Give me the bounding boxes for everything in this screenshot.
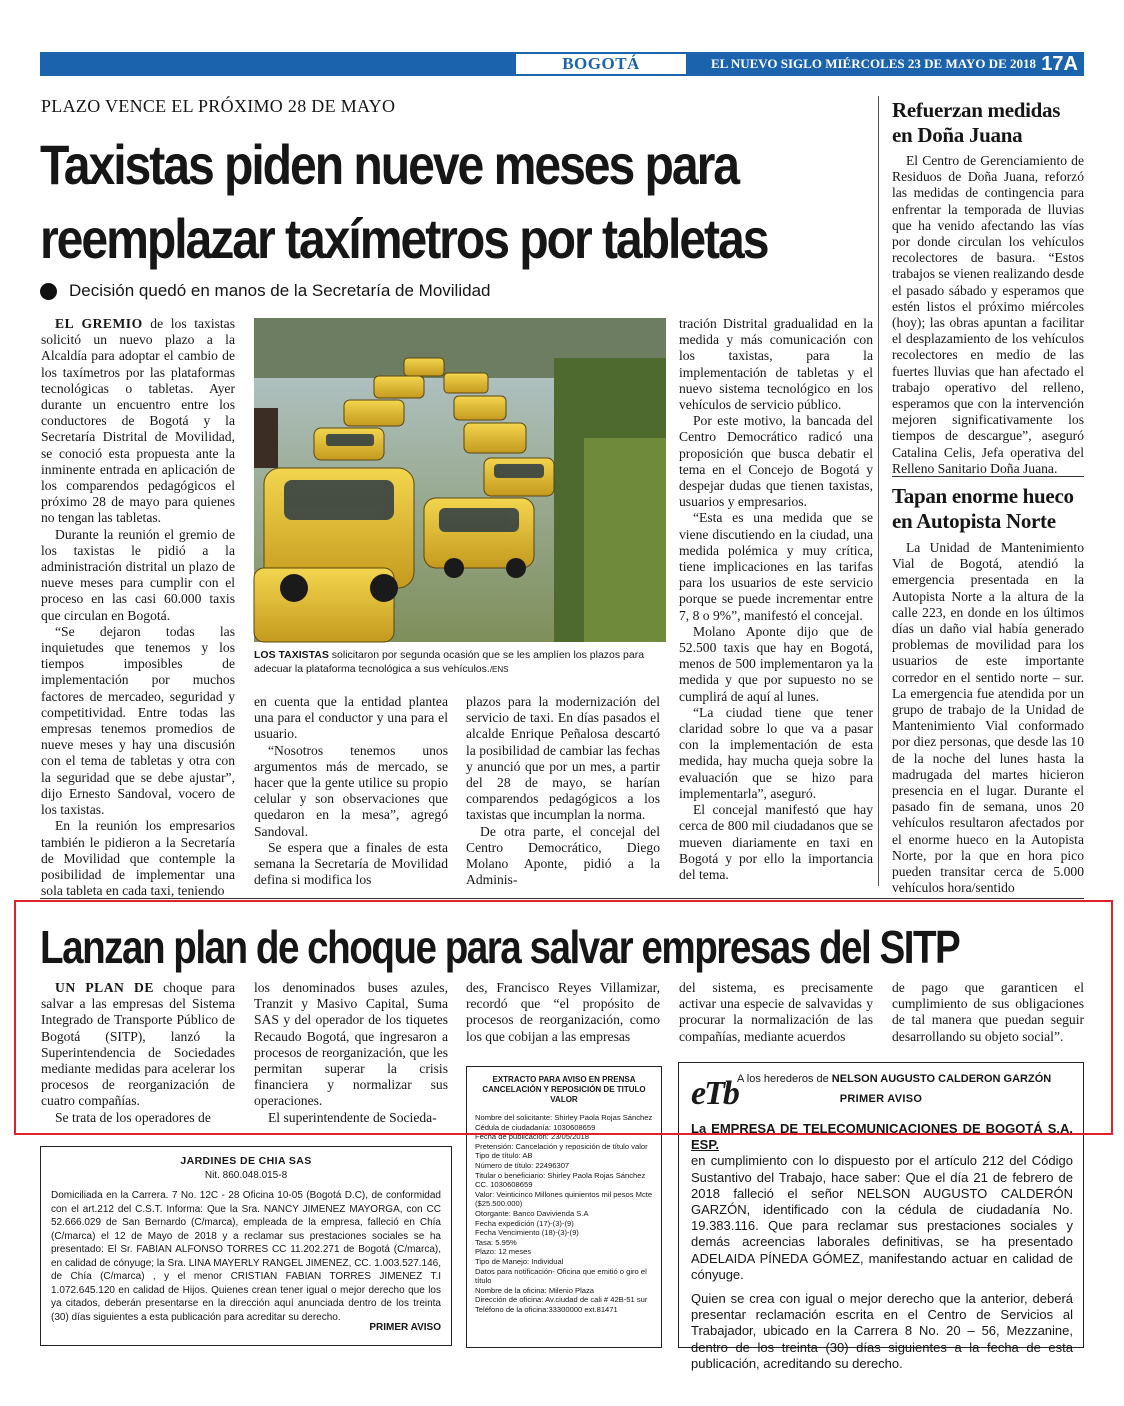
publication-date-line: EL NUEVO SIGLO MIÉRCOLES 23 DE MAYO DE 2018 [710,56,1036,71]
taxi-photo [254,318,666,642]
notice-row: Nombre de la oficina: Milenio Plaza [475,1285,595,1295]
notice-row: Nombre del solicitante: Shirley Paola Rojas Sánchez [475,1113,653,1122]
notice-signature: PRIMER AVISO [369,1322,441,1333]
section-name: BOGOTÁ [516,54,686,74]
notice-row: Plazo: 12 meses [475,1247,532,1257]
notice-row: Tipo de título: AB [475,1151,533,1161]
notice-body [691,1121,1073,1380]
notice-row: Pretensión: Cancelación y reposición de título valor [475,1141,648,1151]
photo-caption [254,648,666,677]
paragraph: los denominados buses azules, Tranzit y Masivo Capital, Suma SAS y del operador de los tiquetes Recaudo Bogotá, que ingresaron a procesos de reorganización, que les permitan superar la crisis financiera y normalizar sus operaciones. [254,980,448,1109]
paragraph: “La ciudad tiene que tener claridad sobre lo que va a pasar con la implementación de esta medida, hay mucha queja sobre la evaluación que se hizo para implementarla”, aseguró. [679,704,873,801]
heirs-prefix: A los herederos de [737,1073,832,1085]
article-headline [40,128,768,276]
page-number: 17A [1041,53,1078,75]
headline-line-1: Taxistas piden nueve meses para [40,133,739,196]
notice-company: La EMPRESA DE TELECOMUNICACIONES DE BOGOTÁ S.A. ESP. [691,1121,1073,1153]
lead-in: UN PLAN DE [55,980,154,995]
notice-row: Cédula de ciudadanía: 1030608659 [475,1122,596,1132]
notice-rows [467,1113,661,1314]
paragraph: Se espera que a finales de esta semana la Secretaría de Movilidad defina si modifica los [254,839,448,888]
paragraph: El superintendente de Socieda- [268,1109,437,1125]
section-separator [40,898,1084,899]
legal-notice-chia [40,1146,452,1346]
paragraph: “Esta es una medida que se viene discutiendo en la ciudad, una medida polémica y muy crítica, tiene implicaciones en las tarifas para los usuarios de este servicio porque se puede incrementar entre 7, 8 o 9%”, manifestó el concejal. [679,510,873,623]
paragraph: “Se dejaron todas las inquietudes que tenemos y los tiempos imposibles de implementación por muchos factores de mercadeo, seguridad y competitividad. Entre todas las empresas tenemos promedios de nueve meses y hay una discusión con el tema de tabletas y otra con la seguridad que se debe ajustar”, dijo Ernesto Sandoval, vocero de los taxistas. [41,623,235,818]
notice-row: Valor: Veinticinco Millones quinientos mil pesos Mcte ($25.500.000) [475,1189,653,1209]
notice-row: Titular o beneficiario: Shirley Paola Rojas Sánchez [475,1170,646,1180]
paragraph: “Nosotros tenemos unos argumentos más de mercado, se hacer que la gente utilice su propio celular y son observaciones que quedaron en la mesa”, agregó Sandoval. [254,742,448,839]
heirs-name: NELSON AUGUSTO CALDERON GARZÓN [831,1073,1052,1085]
article-column-1 [41,316,236,899]
caption-lead: LOS TAXISTAS [254,649,329,661]
caption-text: solicitaron por segunda ocasión que se les amplíen los plazos para adecuar la plataforma tecnológica a sus vehículos. [254,649,645,675]
notice-row: Tasa: 5.95% [475,1237,517,1247]
notice-aviso: PRIMER AVISO [839,1093,923,1105]
paragraph: de los taxistas solicitó un nuevo plazo a la Alcaldía para adoptar el cambio de los taxímetros por las plataformas tecnológicas o tabletas. Ayer durante un encuentro entre los conductores de Bogotá y la Secretaría Distrital de Movilidad, se conoció esta propuesta ante la inminente entrada en aplicación de los comparendos pedagógicos el próximo 28 de mayo para quienes no tengan las tabletas. [41,316,236,526]
paragraph: de pago que garanticen el cumplimiento de sus obligaciones de tal manera que puedan seguir desarrollando su objeto social”. [892,980,1084,1044]
paragraph: des, Francisco Reyes Villamizar, recordó que “el propósito de procesos de reorganización, como los que cobijan a las empresas [466,980,660,1044]
paragraph: La Unidad de Mantenimiento Vial de Bogotá, atendió la emergencia presentada en la Autopista Norte a la altura de la calle 223, en donde en los últimos días un daño vial había generado problemas de movilidad para los usuarios de este importante corredor en el sentido norte – sur. La emergencia fue atendida por un grupo de trabajo de la Unidad de Mantenimiento Vial conformado por diez personas, que desde las 10 de la noche del lunes hasta la madrugada del martes hicieron presencia en el lugar. Durante el pasado fin de semana, unos 20 vehículos resultaron afectados por el enorme hueco en la Autopista Norte, por la que en hora pico pueden transitar cerca de 5.000 vehículos hora/sentido [892,540,1084,896]
paragraph: del sistema, es precisamente activar una especie de salvavidas y procurar la normalización de las compañías, mediante acuerdos [679,980,873,1044]
bullet-icon [40,283,57,300]
paragraph: plazos para la modernización del servicio de taxi. En días pasados el alcalde Enrique Peñalosa descartó la posibilidad de cambiar las fechas y anunció que por un mes, a partir del 28 de mayo, se harían comparendos pedagógicos a los taxistas que incumplan la norma. [466,694,660,823]
paragraph: El Centro de Gerenciamiento de Residuos de Doña Juana, reforzó las medidas de contingencia para enfrentar la temporada de lluvias que ha venido afectando las vías por donde circulan los vehículos recolectores de basura. “Estos trabajos se vienen realizando desde el pasado sábado y esperamos que estén listos el próximo miércoles (hoy); las obras apuntan a facilitar el desplazamiento de los vehículos recolectores en medio de las fuertes lluvias que han afectado el trabajo operativo del relleno, esperamos que con la intervención mejoren significativamente los tiempos de descargue”, aseguró Catalina Celis, Jefa operativa del Relleno Sanitario Doña Juana. [892,153,1084,476]
paragraph: Por este motivo, la bancada del Centro Democrático radicó una proposición que busca debatir el tema en el Concejo de Bogotá y despejar dudas que tienen taxistas, usuarios y empresarios. [679,413,873,510]
paragraph: Durante la reunión el gremio de los taxistas le pidió a la administración distrital un plazo de nueve meses para cumplir con el proceso en las casi 60.000 taxis que circulan en Bogotá. [41,526,235,623]
notice-nit: Nit. 860.048.015-8 [204,1170,288,1181]
notice-row: Dirección de oficina: Av.ciudad de cali # 42B-51 sur [475,1295,648,1305]
etb-logo: eTb [691,1075,738,1112]
sidebar-divider [878,96,879,886]
article-column-2 [254,694,448,886]
title-line: en Doña Juana [892,123,1023,147]
notice-body: Domiciliada en la Carrera. 7 No. 12C - 28 Oficina 10-05 (Bogotá D.C), de conformidad con el art.212 del C.S.T. Informa: Que la Sra. NANCY JIMENEZ MAYORGA, con CC 52.666.029 de San Bernardo (C/marca), empleada de la empresa, falleció en Chía (C/marca) el 12 de Mayo de 2018 y a reclamar sus prestaciones sociales se ha presentado: El Sr. FABIAN ALFONSO TORRES CC 11.202.271 de Bogotá (C/marca), en calidad de cónyuge; la Sra. LINA MAYERLY RANGEL JIMENEZ, CC. 1.003.527.146, de Chía (C/marca) , y el menor CRISTIAN FABIAN TORRES JIMENEZ T.I 1.072.645.120 en calidad de Hijos. Quienes crean tener igual o mejor derecho que los ya citados, deberán presentarse en la dirección aquí anunciada dentro de los treinta (30) días siguientes a esta publicación para acreditar su derecho. [51,1190,441,1323]
title-line: Tapan enorme hueco [892,484,1074,508]
notice-row: Fecha expedición (17)-(3)-(9) [475,1218,574,1228]
notice-row: Número de título: 22496307 [475,1160,570,1170]
highlight-box [14,900,1113,1135]
lead-in: EL GREMIO [55,316,143,331]
section-header-band [40,52,1084,76]
photo-credit: /ENS [489,665,509,674]
notice-title: JARDINES DE CHIA SAS [180,1155,312,1167]
headline-line-2: reemplazar taxímetros por tabletas [40,207,768,270]
paragraph: De otra parte, el concejal del Centro Democrático, Diego Molano Aponte, pidió a la Adminis- [466,823,660,888]
title-line: Refuerzan medidas [892,98,1061,122]
notice-row: Tipo de Manejo: Individual [475,1256,564,1266]
paragraph: en cuenta que la entidad plantea una para el conductor y una para el usuario. [254,694,448,742]
notice-title: EXTRACTO PARA AVISO EN PRENSA CANCELACIÓN Y REPOSICIÓN DE TITULO VALOR [482,1075,646,1104]
paragraph: tración Distrital gradualidad en la medida y más comunicación con los taxistas, para la implementación de tabletas y el nuevo sistema tecnológico en los vehículos de servicio público. [679,316,873,413]
sidebar-story-title [892,98,1060,148]
notice-row: Fecha Vencimiento (18)-(3)-(9) [475,1228,579,1238]
article-column-4 [679,316,873,886]
sidebar-story-title [892,484,1074,534]
sidebar-story-body [892,153,1084,476]
subhead-text: Decisión quedó en manos de la Secretaría de Movilidad [69,281,491,300]
notice-row: Otorgante: Banco Davivienda S.A [475,1208,589,1218]
paragraph: en cumplimiento con lo dispuesto por el artículo 212 del Código Sustantivo del Trabajo, hace saber: Que el día 21 de febrero de 2018 falleció el señor NELSON AUGUSTO CALDERÓN GARZÓN, identificado con la cédula de ciudadanía No. 19.383.116. Que para reclamar sus prestaciones sociales y demás acreencias laborales definitivas, se ha presentado ADELAIDA PÍNEDA GÓMEZ, manifestando actuar en calidad de cónyuge. [691,1153,1073,1282]
notice-row: Fecha de publicación: 23/05/2018 [475,1132,589,1142]
sidebar-separator [892,476,1084,477]
article-subhead [40,281,490,301]
taxi-traffic-illustration [254,318,666,642]
article-column-3 [466,694,660,886]
sitp-headline: Lanzan plan de choque para salvar empresas del SITP [40,921,960,973]
title-line: en Autopista Norte [892,509,1056,533]
paragraph: choque para salvar a las empresas del Sistema Integrado de Transporte Público de Bogotá (SITP), lanzó la Superintendencia de Sociedades mediante medidas para acelerar los procesos de reorganización de cuatro compañías. [41,980,235,1109]
article-kicker: PLAZO VENCE EL PRÓXIMO 28 DE MAYO [41,96,396,116]
sidebar-story-body [892,540,1084,896]
notice-row: CC. 1030608659 [475,1180,533,1190]
notice-row: Datos para notificación- Oficina que emitió o giro el título [475,1266,647,1286]
notice-row: Teléfono de la oficina:33300000 ext.81471 [475,1304,618,1314]
paragraph: Se trata de los operadores de [55,1109,211,1125]
paragraph: Quien se crea con igual o mejor derecho que la anterior, deberá presentar reclamación escrita en el Centro de Servicios al Trabajador, ubicado en la Carrera 8 No. 20 – 56, Mezzanine, dentro de los treinta (30) días siguientes a la fecha de esta publicación, acreditando su derecho. [691,1291,1073,1371]
paragraph: El concejal manifestó que hay cerca de 800 mil ciudadanos que se mueven diariamente en taxi en Bogotá y por ello la importancia del tema. [679,802,873,882]
paragraph: Molano Aponte dijo que de 52.500 taxis que hay en Bogotá, menos de 500 implementaron ya la medida y que por supuesto no se cumplirá de aquí al lunes. [679,623,873,704]
paragraph: En la reunión los empresarios también le pidieron a la Secretaría de Movilidad que contemple la posibilidad de implementar una sola tableta en cada taxi, teniendo [41,818,235,899]
